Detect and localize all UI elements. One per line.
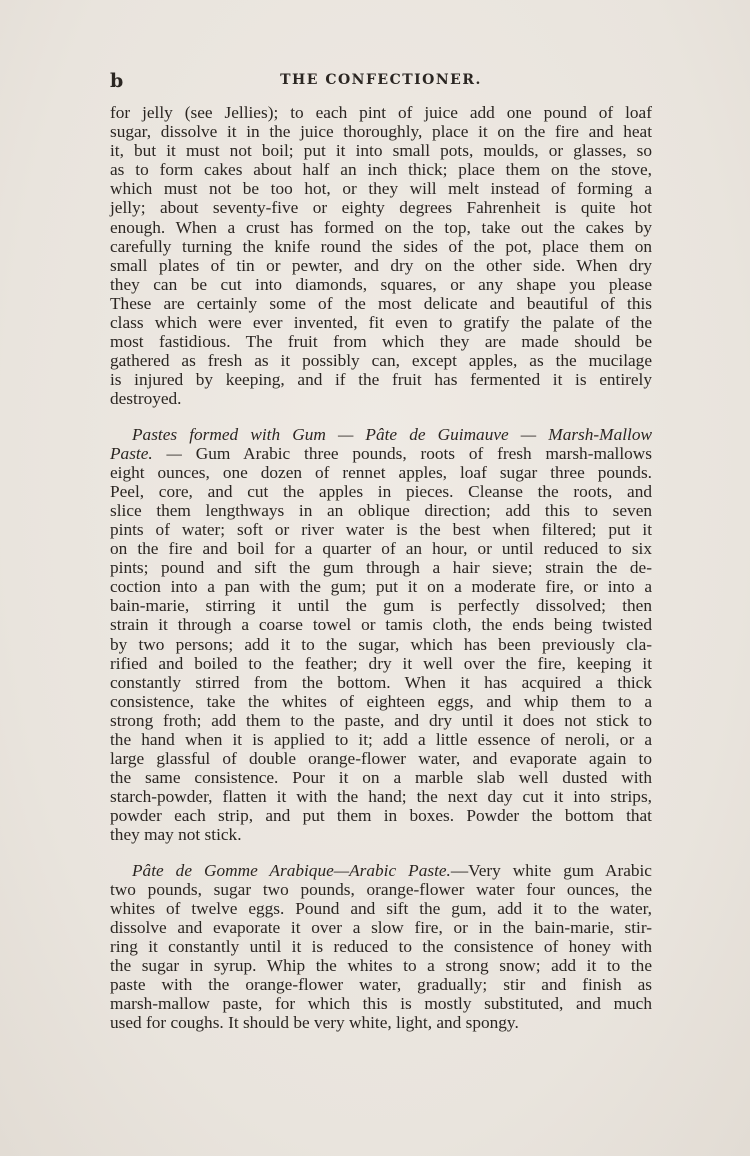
text-line: marsh-mallow paste, for which this is mostly substituted, and much	[110, 994, 652, 1014]
text-line: most fastidious. The fruit from which they are made should be	[110, 332, 652, 352]
text-line: pints; pound and sift the gum through a hair sieve; strain the de-	[110, 558, 652, 578]
text-line: rified and boiled to the feather; dry it well over the fire, keeping it	[110, 653, 652, 673]
text-line: whites of twelve eggs. Pound and sift the gum, add it to the water,	[110, 898, 652, 918]
text-line: powder each strip, and put them in boxes. Powder the bottom that	[110, 806, 652, 826]
body-text	[110, 103, 652, 1032]
text-line: These are certainly some of the most delicate and beautiful of this	[110, 293, 652, 313]
text-line: coction into a pan with the gum; put it on a moderate fire, or into a	[110, 577, 652, 597]
text-line: on the fire and boil for a quarter of an hour, or until reduced to six	[110, 539, 652, 559]
text-line: slice them lengthways in an oblique direction; add this to seven	[110, 500, 652, 520]
text-line: enough. When a crust has formed on the top, take out the cakes by	[110, 217, 652, 237]
text-line: bain-marie, stirring it until the gum is perfectly dissolved; then	[110, 596, 652, 616]
text-line: starch-powder, flatten it with the hand; the next day cut it into strips,	[110, 787, 652, 807]
text-line: paste with the orange-flower water, gradually; stir and finish as	[110, 975, 652, 995]
text-line: two pounds, sugar two pounds, orange-flower water four ounces, the	[110, 879, 652, 899]
text-line: strain it through a coarse towel or tamis cloth, the ends being twisted	[110, 615, 652, 635]
text-line: used for coughs. It should be very white, light, and spongy.	[110, 1013, 519, 1033]
text-line: the same consistence. Pour it on a marble slab well dusted with	[110, 768, 652, 788]
text-line: which must not be too hot, or they will melt instead of forming a	[110, 179, 652, 199]
text-line: gathered as fresh as it possibly can, except apples, as the mucilage	[110, 351, 652, 371]
text-line: is injured by keeping, and if the fruit has fermented it is entirely	[110, 370, 652, 390]
paragraph-jelly-cakes	[110, 103, 652, 409]
running-title: THE CONFECTIONER.	[280, 72, 482, 88]
text-line: they may not stick.	[110, 825, 242, 845]
text-line: pints of water; soft or river water is the best when filtered; put it	[110, 519, 652, 539]
text-line: small plates of tin or pewter, and dry on the other side. When dry	[110, 255, 652, 275]
text-line: as to form cakes about half an inch thick; place them on the stove,	[110, 160, 652, 180]
text-line: consistence, take the whites of eighteen eggs, and whip them to a	[110, 691, 652, 711]
text-line: class which were ever invented, fit even to gratify the palate of the	[110, 313, 652, 333]
text-line: it, but it must not boil; put it into small pots, moulds, or glasses, so	[110, 141, 652, 161]
text-line: carefully turning the knife round the sides of the pot, place them on	[110, 236, 652, 256]
paragraph-heading-line: Pastes formed with Gum — Pâte de Guimauve — Marsh-Mallow	[132, 424, 652, 444]
text-line: large glassful of double orange-flower water, and evaporate again to	[110, 749, 652, 769]
text-line: jelly; about seventy-five or eighty degrees Fahrenheit is quite hot	[110, 198, 652, 218]
paragraph-heading-line: Pâte de Gomme Arabique—Arabic Paste.—Very white gum Arabic	[132, 860, 652, 880]
page-header	[110, 70, 652, 94]
text-line: eight ounces, one dozen of rennet apples, loaf sugar three pounds.	[110, 462, 652, 482]
text-line: destroyed.	[110, 389, 182, 409]
text-line: the hand when it is applied to it; add a little essence of neroli, or a	[110, 730, 652, 749]
text-line: ring it constantly until it is reduced to the consistence of honey with	[110, 936, 652, 956]
text-line: constantly stirred from the bottom. When it has acquired a thick	[110, 672, 652, 692]
text-line: for jelly (see Jellies); to each pint of juice add one pound of loaf	[110, 103, 652, 122]
text-line: they can be cut into diamonds, squares, or any shape you please	[110, 274, 652, 294]
text-line: sugar, dissolve it in the juice thoroughly, place it on the fire and heat	[110, 122, 652, 142]
text-line: Peel, core, and cut the apples in pieces. Cleanse the roots, and	[110, 481, 652, 501]
text-line: by two persons; add it to the sugar, which has been previously cla-	[110, 634, 652, 654]
text-line: the sugar in syrup. Whip the whites to a strong snow; add it to the	[110, 956, 652, 976]
text-line: strong froth; add them to the paste, and dry until it does not stick to	[110, 710, 652, 730]
paragraph-arabic-paste	[110, 861, 652, 1033]
page-number: b	[110, 70, 124, 92]
text-line: dissolve and evaporate it over a slow fire, or in the bain-marie, stir-	[110, 917, 652, 937]
paragraph-heading-line: Paste. — Gum Arabic three pounds, roots of fresh marsh-mallows	[110, 443, 653, 463]
paragraph-marsh-mallow-paste	[110, 425, 652, 845]
